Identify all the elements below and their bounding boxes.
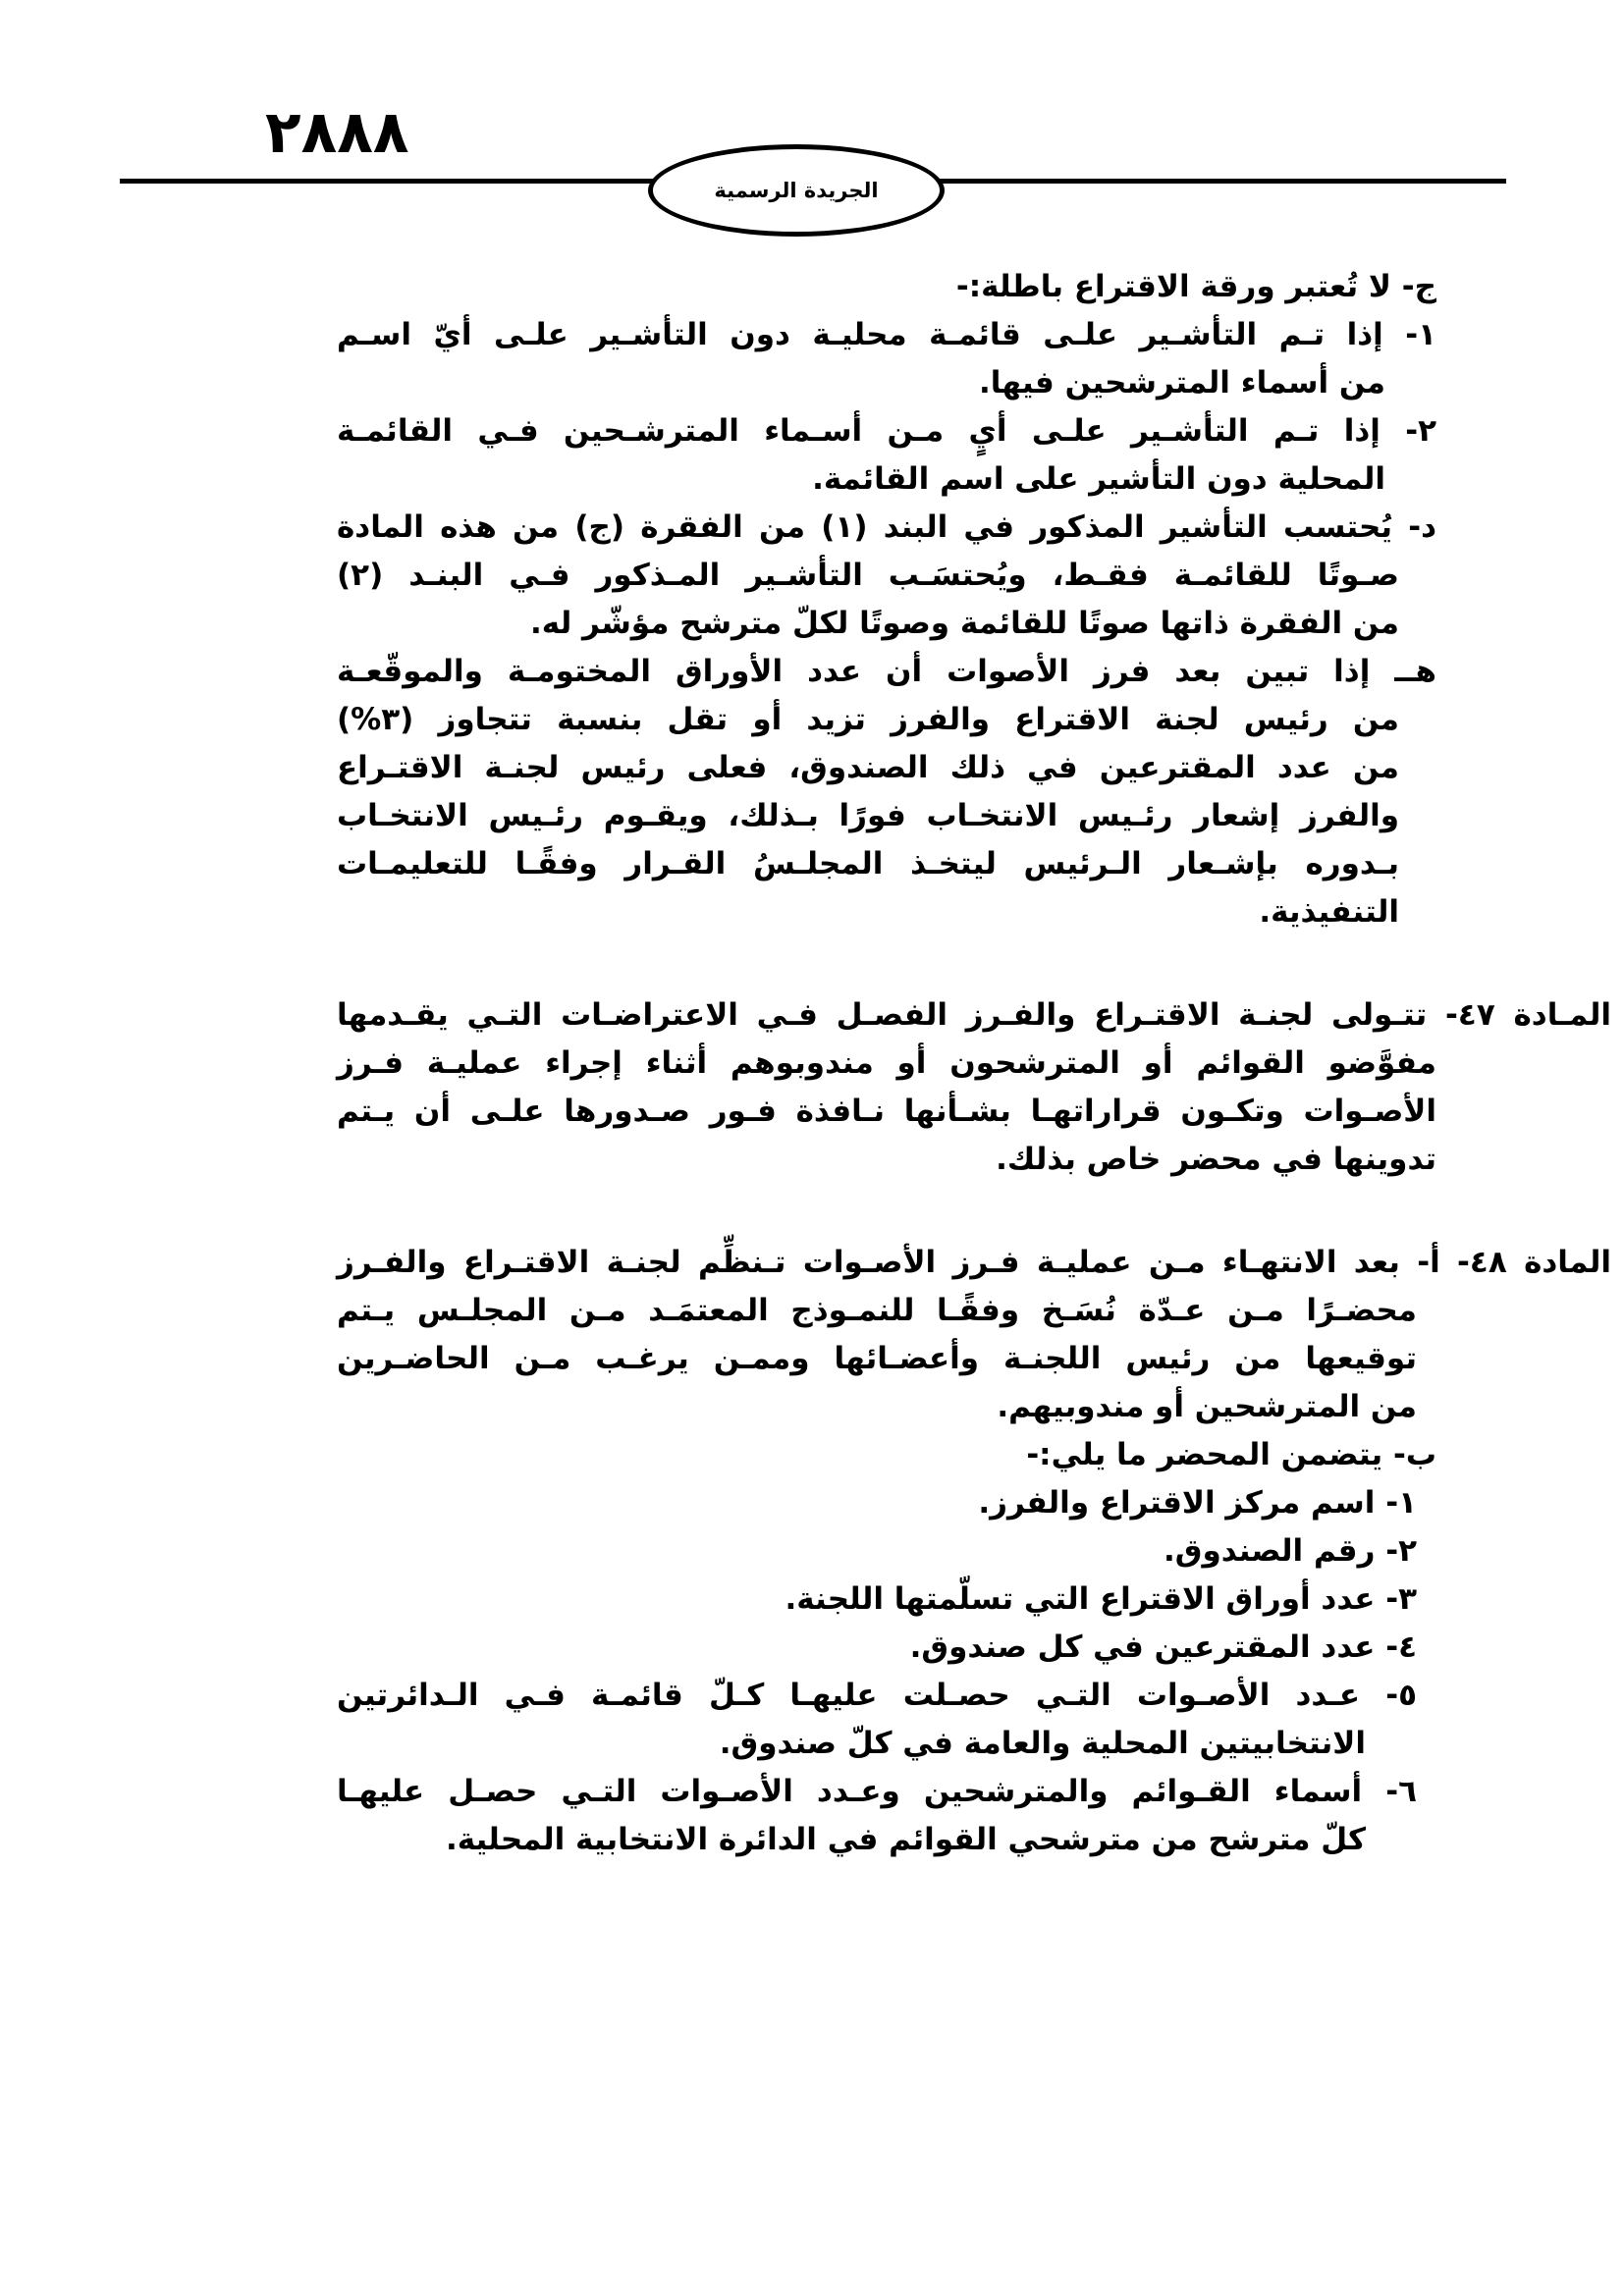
section-c-item1-line1: ١- إذا تـم التأشـير علـى قائمـة محليـة دون التأشـير علـى أيّ اسـم (337, 317, 1436, 352)
page-number: ٢٨٨٨ (265, 98, 409, 167)
article-48-b2: ٢- رقم الصندوق. (1164, 1533, 1417, 1569)
article-48-line4: من المترشحين أو مندوبيهم. (997, 1389, 1417, 1424)
article-48-line2: محضـرًا مـن عـدّة نُسَـخ وفقًـا للنمـوذج المعتمَـد مـن المجلـس يـتم (337, 1293, 1417, 1328)
article-48-b6-line2: كلّ مترشح من مترشحي القوائم في الدائرة الانتخابية المحلية. (445, 1822, 1366, 1857)
article-48-b1: ١- اسم مركز الاقتراع والفرز. (978, 1485, 1417, 1521)
article-48-b5-line2: الانتخابيتين المحلية والعامة في كلّ صندوق. (719, 1726, 1366, 1761)
section-c-item2-line1: ٢- إذا تـم التأشـير علـى أيٍ مـن أسـماء المترشـحين فـي القائمـة (337, 413, 1436, 449)
section-c-heading: ج- لا تُعتبر ورقة الاقتراع باطلة:- (955, 269, 1436, 304)
article-47-line1: المـادة ٤٧- تتـولى لجنـة الاقتـراع والفـرز الفصـل فـي الاعتراضـات التـي يقـدمها (337, 997, 1611, 1033)
article-48-line1: المادة ٤٨- أ- بعد الانتهـاء مـن عمليـة فـرز الأصـوات تـنظِّم لجنـة الاقتـراع والفـرز (337, 1245, 1611, 1280)
article-48-b-heading: ب- يتضمن المحضر ما يلي:- (1026, 1437, 1436, 1472)
article-48 (162, 1239, 1611, 1864)
section-h-line2: من رئيس لجنة الاقتراع والفرز تزيد أو تقل بنسبة تتجاوز (٣%) (337, 702, 1399, 737)
article-48-b3: ٣- عدد أوراق الاقتراع التي تسلّمتها اللجنة. (785, 1581, 1417, 1617)
section-h-line3: من عدد المقترعين في ذلك الصندوق، فعلى رئيس لجنـة الاقتـراع (337, 750, 1399, 785)
article-47-line4: تدوينها في محضر خاص بذلك. (996, 1142, 1436, 1177)
section-h-line5: بـدوره بإشـعار الـرئيس ليتخـذ المجلـسُ القـرار وفقًـا للتعليمـات (337, 846, 1399, 881)
gazette-title: الجريدة الرسمية (714, 179, 879, 202)
section-d-line3: من الفقرة ذاتها صوتًا للقائمة وصوتًا لكلّ مترشح مؤشّر له. (530, 606, 1399, 641)
article-47 (162, 991, 1611, 1184)
spacer (162, 936, 1436, 991)
section-h-line6: التنفيذية. (1259, 894, 1399, 930)
article-48-line3: توقيعها من رئيس اللجنـة وأعضـائها وممـن يرغـب مـن الحاضـرين (337, 1341, 1417, 1376)
article-47-line3: الأصـوات وتكـون قراراتهـا بشـأنها نـافذة فـور صـدورها علـى أن يـتم (337, 1094, 1436, 1129)
document-body (162, 263, 1611, 1864)
section-c (162, 263, 1436, 504)
article-48-b6-line1: ٦- أسماء القـوائم والمترشحين وعـدد الأصـوات التـي حصـل عليهـا (337, 1774, 1417, 1809)
section-h-line1: هــ إذا تبين بعد فرز الأصوات أن عدد الأوراق المختومـة والموقّعـة (337, 654, 1436, 689)
article-48-b5-line1: ٥- عـدد الأصـوات التـي حصـلت عليهـا كـلّ قائمـة فـي الـدائرتين (337, 1678, 1417, 1713)
section-d-line1: د- يُحتسب التأشير المذكور في البند (١) من الفقرة (ج) من هذه المادة (337, 509, 1436, 545)
article-48-b4: ٤- عدد المقترعين في كل صندوق. (909, 1629, 1417, 1665)
section-c-item2-line2: المحلية دون التأشير على اسم القائمة. (812, 461, 1385, 497)
section-c-item1-line2: من أسماء المترشحين فيها. (978, 365, 1385, 400)
section-d (162, 504, 1436, 648)
section-d-line2: صـوتًا للقائمـة فقـط، ويُحتسَـب التأشـير المـذكور فـي البنـد (٢) (337, 558, 1399, 593)
article-47-line2: مفوَّضو القوائم أو المترشحون أو مندوبوهم أثناء إجراء عمليـة فـرز (337, 1045, 1436, 1081)
section-h-line4: والفرز إشعار رئـيس الانتخـاب فورًا بـذلك، ويقـوم رئـيس الانتخـاب (337, 798, 1399, 833)
spacer (162, 1184, 1436, 1239)
section-h (162, 648, 1436, 936)
